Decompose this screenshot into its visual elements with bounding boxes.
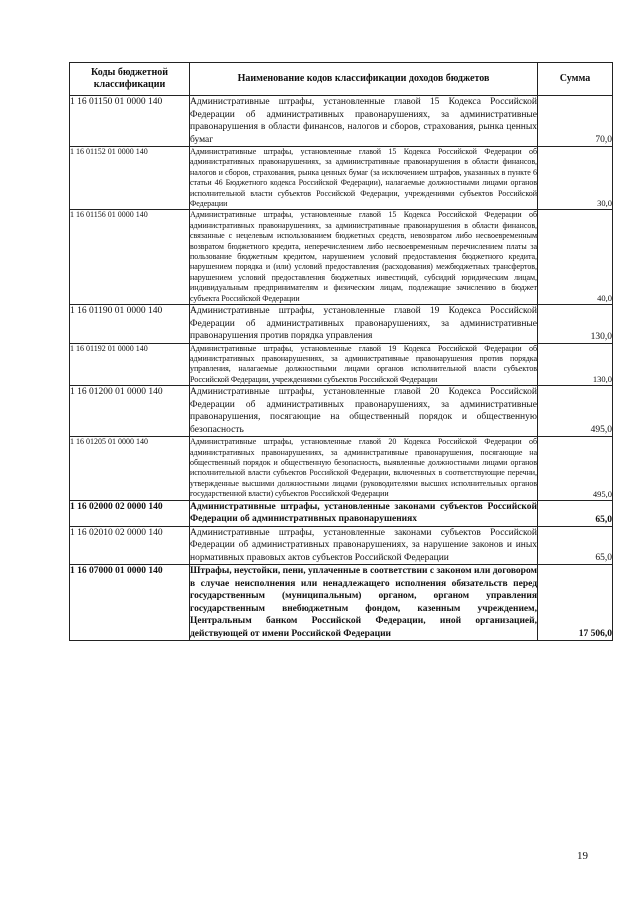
classification-name: Административные штрафы, установленные главой 15 Кодекса Российской Федерации об административных правонарушениях, за административные правонарушения в области финансов, связанные с нецелевым использованием бюджетных средств, невозвратом либо несвоевременным возвратом бюджетного кредита, неперечислением либо несвоевременным перечислением платы за пользование бюджетным кредитом, нарушением условий предоставления бюджетного кредита, нарушением порядка и (или) условий предоставления (расходования) межбюджетных трансфертов, нарушением условий предоставления бюджетных инвестиций, субсидий юридическим лицам, индивидуальным предпринимателям и физическим лицам, подлежащие зачислению в бюджет субъекта Российской Федерации bbox=[190, 210, 537, 303]
budget-revenue-table bbox=[69, 62, 613, 641]
classification-code: 1 16 02000 02 0000 140 bbox=[70, 500, 190, 526]
table-body bbox=[70, 96, 613, 641]
amount: 65,0 bbox=[538, 526, 613, 565]
header-name: Наименование кодов классификации доходов бюджетов bbox=[190, 63, 538, 96]
classification-name: Административные штрафы, установленные главой 15 Кодекса Российской Федерации об административных правонарушениях, за административные правонарушения в области финансов, налогов и сборов, страхования, рынка ценных бумаг bbox=[190, 97, 537, 145]
classification-name: Штрафы, неустойки, пени, уплаченные в соответствии с законом или договором в случае неисполнения или ненадлежащего исполнения обязательств перед государственным (муниципальным) органом, органом управления государственным внебюджетным фондом, казенным учреждением, Центральным банком Российской Федерации, иной организацией, действующей от имени Российской Федерации bbox=[190, 566, 537, 639]
amount: 30,0 bbox=[538, 147, 613, 210]
amount: 17 506,0 bbox=[538, 565, 613, 641]
classification-code: 1 16 01205 01 0000 140 bbox=[70, 437, 190, 500]
table-row bbox=[70, 526, 613, 565]
table-row bbox=[70, 386, 613, 437]
table-row bbox=[70, 210, 613, 305]
table-row bbox=[70, 437, 613, 500]
table-row bbox=[70, 343, 613, 386]
classification-name: Административные штрафы, установленные главой 15 Кодекса Российской Федерации об административных правонарушениях, за административные правонарушения в области финансов, налогов и сборов, страхования, рынка ценных бумаг (за исключением штрафов, указанных в пункте 6 статьи 46 Бюджетного кодекса Российской Федерации), налагаемые должностными лицами органов исполнительной власти субъектов Российской Федерации, учреждениями субъектов Российской Федерации bbox=[190, 147, 537, 209]
table-row bbox=[70, 565, 613, 641]
table-header-row bbox=[70, 63, 613, 96]
amount: 65,0 bbox=[538, 500, 613, 526]
amount: 40,0 bbox=[538, 210, 613, 305]
classification-name: Административные штрафы, установленные законами субъектов Российской Федерации об административных правонарушениях bbox=[190, 501, 537, 525]
table-row bbox=[70, 96, 613, 147]
table-row bbox=[70, 305, 613, 344]
amount: 495,0 bbox=[538, 386, 613, 437]
header-sum: Сумма bbox=[538, 63, 613, 96]
classification-name: Административные штрафы, установленные главой 20 Кодекса Российской Федерации об административных правонарушениях, за административные правонарушения, посягающие на общественный порядок и общественную безопасность bbox=[190, 387, 537, 435]
classification-name: Административные штрафы, установленные главой 19 Кодекса Российской Федерации об административных правонарушениях, за административные правонарушения против порядка управления, налагаемые должностными лицами органов исполнительной власти субъектов Российской Федерации, учреждениями субъектов Российской Федерации bbox=[190, 343, 537, 384]
classification-code: 1 16 01192 01 0000 140 bbox=[70, 343, 190, 386]
amount: 70,0 bbox=[538, 96, 613, 147]
classification-code: 1 16 07000 01 0000 140 bbox=[70, 565, 190, 641]
table-row bbox=[70, 147, 613, 210]
header-codes: Коды бюджетной классификации bbox=[70, 63, 190, 96]
classification-name: Административные штрафы, установленные законами субъектов Российской Федерации об административных правонарушениях, за нарушение законов и иных нормативных правовых актов субъектов Российской Федерации bbox=[190, 527, 537, 563]
classification-code: 1 16 01200 01 0000 140 bbox=[70, 386, 190, 437]
classification-code: 1 16 01156 01 0000 140 bbox=[70, 210, 190, 305]
classification-code: 1 16 01190 01 0000 140 bbox=[70, 305, 190, 344]
amount: 495,0 bbox=[538, 437, 613, 500]
page-number: 19 bbox=[577, 850, 588, 862]
classification-code: 1 16 01152 01 0000 140 bbox=[70, 147, 190, 210]
classification-name: Административные штрафы, установленные главой 20 Кодекса Российской Федерации об административных правонарушениях, за административные правонарушения, посягающие на общественный порядок и общественную безопасность, выявленные должностными лицами органов исполнительной власти субъектов Российской Федерации, включенных в соответствующие перечни, утвержденные высшими должностными лицами (руководителями высших исполнительных органов государственной власти) субъектов Российской Федерации bbox=[190, 437, 537, 499]
classification-name: Административные штрафы, установленные главой 19 Кодекса Российской Федерации об административных правонарушениях, за административные правонарушения против порядка управления bbox=[190, 306, 537, 342]
amount: 130,0 bbox=[538, 305, 613, 344]
classification-code: 1 16 02010 02 0000 140 bbox=[70, 526, 190, 565]
table-row bbox=[70, 500, 613, 526]
amount: 130,0 bbox=[538, 343, 613, 386]
classification-code: 1 16 01150 01 0000 140 bbox=[70, 96, 190, 147]
